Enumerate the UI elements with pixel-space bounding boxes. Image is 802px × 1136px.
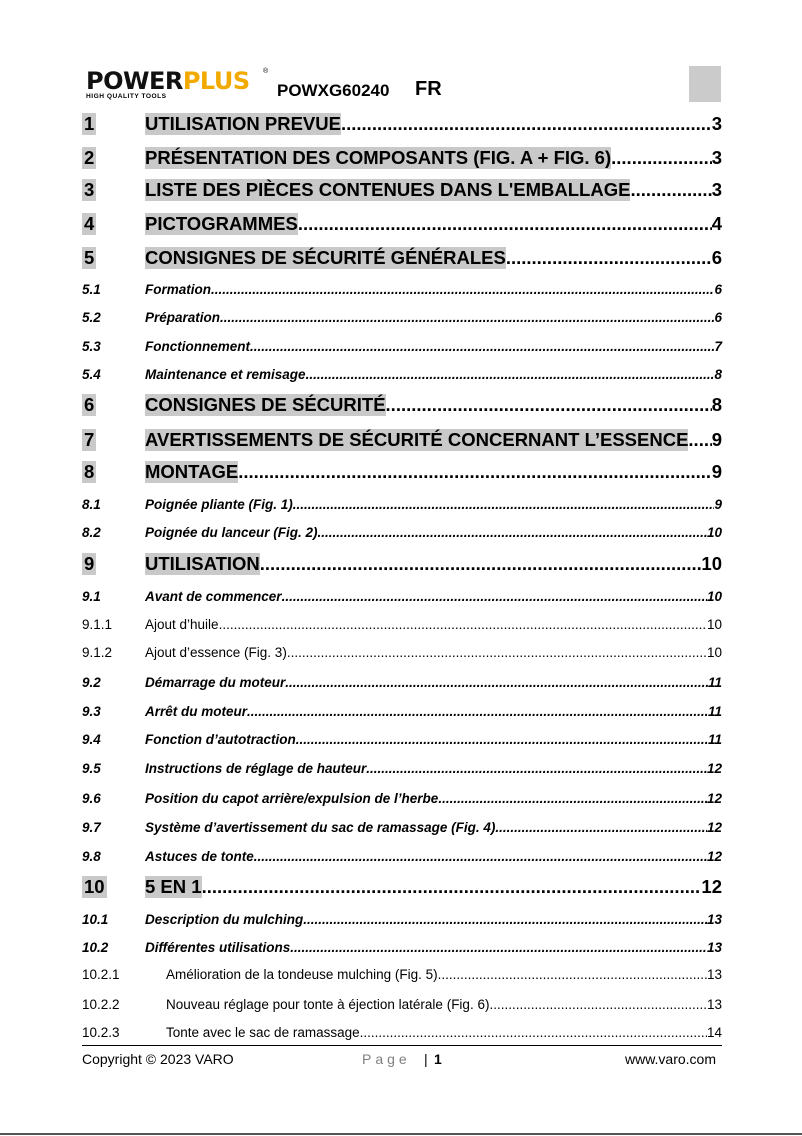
- toc-entry-10-2[interactable]: [82, 940, 722, 960]
- toc-number: 10.1: [82, 912, 109, 927]
- toc-title: Instructions de réglage de hauteur: [145, 761, 367, 776]
- toc-dot-leader: [219, 617, 707, 632]
- toc-title: MONTAGE: [145, 461, 239, 482]
- toc-number: 10.2.3: [82, 1025, 120, 1040]
- toc-page-number: 10: [706, 645, 722, 660]
- toc-title: Fonctionnement: [145, 339, 250, 354]
- toc-dot-leader: [506, 247, 712, 269]
- toc-number: 9.1.1: [82, 617, 113, 632]
- toc-number: 2: [84, 147, 95, 168]
- toc-entry-8-2[interactable]: [82, 525, 722, 545]
- toc-title: Nouveau réglage pour tonte à éjection latérale (Fig. 6): [166, 997, 490, 1012]
- page-label: Page: [362, 1051, 411, 1067]
- toc-page-number: 12: [706, 791, 722, 806]
- toc-page-number: 12: [706, 849, 722, 864]
- toc-entry-8[interactable]: [82, 461, 722, 489]
- toc-page-number: 13: [706, 912, 722, 927]
- toc-page-number: 11: [707, 732, 722, 747]
- toc-dot-leader: [296, 732, 708, 747]
- toc-page-number: 12: [701, 876, 722, 897]
- toc-number: 9.2: [82, 675, 101, 690]
- toc-dot-leader: [360, 1025, 707, 1040]
- toc-number: 8.2: [82, 525, 101, 540]
- toc-dot-leader: [611, 147, 712, 169]
- toc-title: Fonction d’autotraction: [145, 732, 296, 747]
- toc-title: PICTOGRAMMES: [145, 213, 298, 234]
- toc-dot-leader: [438, 967, 707, 982]
- toc-page-number: 10: [706, 589, 722, 604]
- toc-title: Différentes utilisations.: [145, 940, 295, 955]
- toc-dot-leader: [438, 791, 707, 806]
- toc-entry-10-2-3[interactable]: [82, 1025, 722, 1045]
- toc-entry-9-1-1[interactable]: [82, 617, 722, 637]
- toc-number: 9.6: [82, 791, 101, 806]
- toc-page-number: 3: [711, 113, 722, 134]
- toc-number: 5.3: [82, 339, 101, 354]
- toc-page-number: 8: [714, 367, 722, 382]
- toc-dot-leader: [293, 497, 715, 512]
- page-footer: [82, 1051, 722, 1071]
- logo-registered-mark: ®: [263, 68, 269, 75]
- toc-title: Avant de commencer: [145, 589, 282, 604]
- toc-number: 1: [84, 113, 95, 134]
- toc-number: 10.2.1: [82, 967, 120, 982]
- toc-dot-leader: [202, 876, 702, 898]
- toc-number: 4: [84, 213, 95, 234]
- toc-title: CONSIGNES DE SÉCURITÉ: [145, 394, 386, 415]
- toc-entry-2[interactable]: [82, 147, 722, 175]
- toc-number: 10: [84, 876, 105, 897]
- toc-page-number: 12: [706, 820, 722, 835]
- toc-number: 5.4: [82, 367, 101, 382]
- toc-title: Poignée du lanceur (Fig. 2): [145, 525, 318, 540]
- page-header: [86, 64, 721, 104]
- toc-entry-6[interactable]: [82, 394, 722, 422]
- toc-title: Position du capot arrière/expulsion de l’herbe: [145, 791, 439, 806]
- toc-title: 5 EN 1: [145, 876, 202, 897]
- toc-title: CONSIGNES DE SÉCURITÉ GÉNÉRALES: [145, 247, 506, 268]
- toc-entry-9-3[interactable]: [82, 704, 722, 724]
- toc-dot-leader: [366, 761, 707, 776]
- toc-entry-10[interactable]: [82, 876, 722, 904]
- toc-number: 3: [84, 179, 95, 200]
- copyright-text: Copyright © 2023 VARO: [82, 1051, 234, 1067]
- toc-number: 9: [84, 553, 95, 574]
- toc-title: Ajout d’essence (Fig. 3): [145, 645, 287, 660]
- bottom-edge-line: [0, 1133, 802, 1135]
- toc-entry-10-2-1[interactable]: [82, 967, 722, 987]
- toc-number: 6: [84, 394, 95, 415]
- toc-number: 5: [84, 247, 95, 268]
- toc-page-number: 13: [706, 967, 722, 982]
- toc-title: LISTE DES PIÈCES CONTENUES DANS L'EMBALLAGE: [145, 179, 631, 200]
- toc-title: UTILISATION: [145, 553, 260, 574]
- toc-dot-leader: [303, 912, 707, 927]
- toc-entry-9-6[interactable]: [82, 791, 722, 811]
- toc-title: Système d’avertissement du sac de ramassage (Fig. 4): [145, 820, 496, 835]
- toc-dot-leader: [386, 394, 712, 416]
- toc-page-number: 9: [711, 429, 722, 450]
- toc-dot-leader: [495, 820, 707, 835]
- toc-entry-9-1-2[interactable]: [82, 645, 722, 665]
- toc-number: 5.2: [82, 310, 101, 325]
- toc-number: 9.1: [82, 589, 101, 604]
- toc-page-number: 6: [711, 247, 722, 268]
- toc-page-number: 3: [711, 147, 722, 168]
- toc-number: 5.1: [82, 282, 101, 297]
- toc-number: 9.5: [82, 761, 101, 776]
- toc-dot-leader: [254, 849, 707, 864]
- header-gray-tab: [689, 66, 721, 102]
- toc-title: Ajout d’huile: [145, 617, 219, 632]
- toc-page-number: 11: [707, 704, 722, 719]
- toc-number: 9.8: [82, 849, 101, 864]
- toc-entry-7[interactable]: [82, 429, 722, 457]
- toc-entry-10-1[interactable]: [82, 912, 722, 932]
- toc-dot-leader: [250, 339, 714, 354]
- toc-title: Amélioration de la tondeuse mulching (Fig. 5): [166, 967, 438, 982]
- toc-title: AVERTISSEMENTS DE SÉCURITÉ CONCERNANT L’ESSENCE: [145, 429, 689, 450]
- toc-number: 9.7: [82, 820, 101, 835]
- toc-entry-10-2-2[interactable]: [82, 997, 722, 1017]
- toc-number: 7: [84, 429, 95, 450]
- toc-entry-9[interactable]: [82, 553, 722, 581]
- toc-entry-9-2[interactable]: [82, 675, 722, 695]
- toc-page-number: 6: [714, 282, 722, 297]
- toc-entry-9-7[interactable]: [82, 820, 722, 840]
- toc-entry-4[interactable]: [82, 213, 722, 241]
- toc-title: PRÉSENTATION DES COMPOSANTS (FIG. A + FIG. 6): [145, 147, 612, 168]
- logo-plus: PLUS: [182, 67, 250, 95]
- toc-dot-leader: [287, 645, 707, 660]
- toc-title: Maintenance et remisage: [145, 367, 306, 382]
- toc-title: Poignée pliante (Fig. 1): [145, 497, 293, 512]
- toc-number: 10.2: [82, 940, 109, 955]
- logo-power: POWER: [86, 67, 183, 95]
- toc-page-number: 9: [714, 497, 722, 512]
- toc-dot-leader: [260, 553, 702, 575]
- toc-entry-5-2[interactable]: [82, 310, 722, 330]
- toc-dot-leader: [294, 940, 707, 955]
- toc-page-number: 12: [706, 761, 722, 776]
- page-number: 1: [434, 1051, 442, 1067]
- toc-title: Formation: [145, 282, 211, 297]
- toc-number: 9.1.2: [82, 645, 113, 660]
- toc-page-number: 10: [706, 617, 722, 632]
- website-url: www.varo.com: [624, 1051, 716, 1067]
- toc-number: 9.4: [82, 732, 101, 747]
- logo-wordmark: [86, 68, 250, 94]
- toc-page-number: 14: [706, 1025, 722, 1040]
- toc-entry-9-5[interactable]: [82, 761, 722, 781]
- toc-number: 8: [84, 461, 95, 482]
- toc-dot-leader: [298, 213, 712, 235]
- toc-dot-leader: [341, 113, 712, 135]
- toc-dot-leader: [630, 179, 711, 201]
- toc-dot-leader: [318, 525, 707, 540]
- toc-page-number: 8: [711, 394, 722, 415]
- toc-page-number: 6: [714, 310, 722, 325]
- toc-page-number: 3: [711, 179, 722, 200]
- toc-entry-1[interactable]: [82, 113, 722, 141]
- toc-entry-5-1[interactable]: [82, 282, 722, 302]
- language-code: FR: [415, 78, 442, 100]
- toc-page-number: 13: [706, 997, 722, 1012]
- footer-divider: [82, 1045, 722, 1046]
- toc-dot-leader: [489, 997, 707, 1012]
- toc-page-number: 4: [711, 213, 722, 234]
- toc-number: 9.3: [82, 704, 101, 719]
- toc-dot-leader: [247, 704, 708, 719]
- toc-dot-leader: [238, 461, 712, 483]
- toc-title: Démarrage du moteur: [145, 675, 286, 690]
- toc-entry-5-4[interactable]: [82, 367, 722, 387]
- toc-entry-9-8[interactable]: [82, 849, 722, 869]
- logo-tagline: HIGH QUALITY TOOLS: [86, 93, 167, 100]
- toc-page-number: 10: [706, 525, 722, 540]
- toc-title: Tonte avec le sac de ramassage: [166, 1025, 360, 1040]
- toc-dot-leader: [688, 429, 711, 451]
- model-number: POWXG60240: [277, 81, 390, 100]
- toc-page-number: 10: [701, 553, 722, 574]
- toc-title: Description du mulching: [145, 912, 304, 927]
- toc-number: 8.1: [82, 497, 101, 512]
- toc-page-number: 9: [711, 461, 722, 482]
- toc-title: Astuces de tonte: [145, 849, 254, 864]
- toc-title: Arrêt du moteur: [145, 704, 248, 719]
- toc-entry-8-1[interactable]: [82, 497, 722, 517]
- toc-entry-9-4[interactable]: [82, 732, 722, 752]
- toc-page-number: 13: [706, 940, 722, 955]
- toc-dot-leader: [306, 367, 715, 382]
- toc-page-number: 7: [714, 339, 722, 354]
- toc-entry-3[interactable]: [82, 179, 722, 207]
- toc-dot-leader: [211, 282, 714, 297]
- powerplus-logo: [86, 68, 268, 102]
- toc-dot-leader: [282, 589, 707, 604]
- toc-entry-5-3[interactable]: [82, 339, 722, 359]
- toc-title: UTILISATION PREVUE: [145, 113, 341, 134]
- toc-number: 10.2.2: [82, 997, 120, 1012]
- toc-entry-5[interactable]: [82, 247, 722, 275]
- toc-entry-9-1[interactable]: [82, 589, 722, 609]
- toc-dot-leader: [220, 310, 714, 325]
- toc-dot-leader: [285, 675, 708, 690]
- page-separator: |: [424, 1051, 428, 1067]
- toc-page-number: 11: [707, 675, 722, 690]
- toc-title: Préparation: [145, 310, 221, 325]
